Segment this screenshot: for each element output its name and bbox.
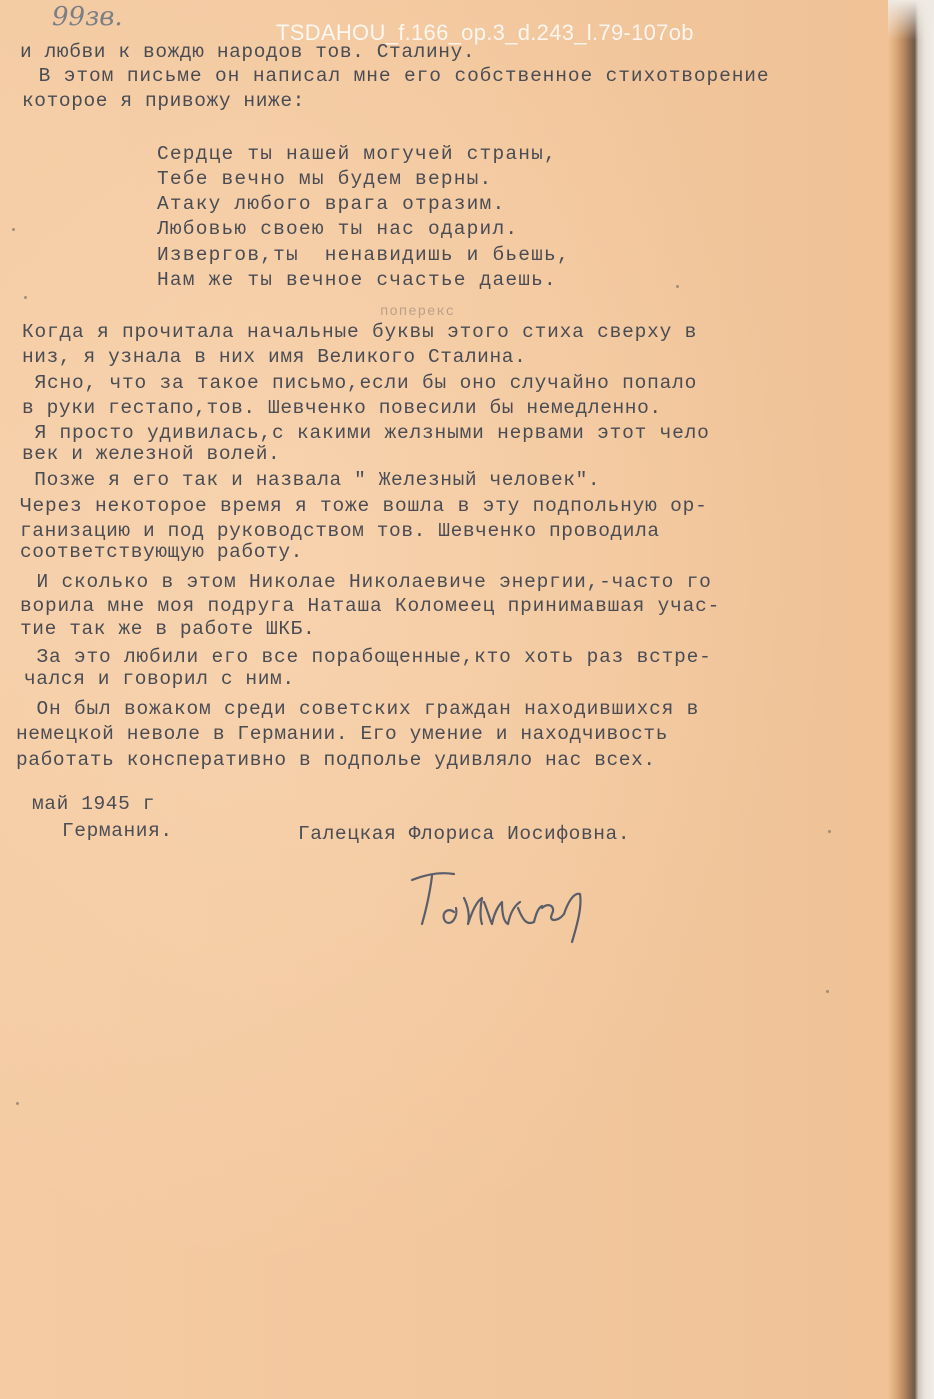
text-line: Ясно, что за такое письмо,если бы оно случайно попало — [22, 372, 698, 394]
text-line: И сколько в этом Николае Николаевиче энергии,-часто го — [24, 571, 712, 593]
paper-speck — [24, 296, 27, 299]
text-line: Через некоторое время я тоже вошла в эту подпольную ор- — [20, 495, 708, 517]
text-line: Я просто удивилась,с какими желзными нервами этот чело — [22, 422, 710, 444]
place-line: Германия. — [62, 820, 173, 842]
archive-reference: TSDAHOU_f.166_op.3_d.243_l.79-107ob — [276, 20, 694, 45]
text-line: Он был вожаком среди советских граждан находившихся в — [24, 698, 700, 720]
paper-speck — [826, 990, 829, 993]
text-line: За это любили его все порабощенные,кто хоть раз встре- — [24, 646, 712, 668]
folio-mark: 99зв. — [52, 2, 123, 32]
page-edge-shadow — [888, 0, 934, 1399]
text-line: век и железной волей. — [22, 443, 281, 465]
text-line: низ, я узнала в них имя Великого Сталина. — [22, 346, 527, 368]
poem-line: Извергов,ты ненавидишь и бьешь, — [157, 244, 570, 266]
text-line: чался и говорил с ним. — [24, 668, 295, 690]
text-line: ганизацию и под руководством тов. Шевченко проводила — [20, 520, 660, 542]
paper-speck — [12, 228, 15, 231]
text-line: соответствующую работу. — [20, 541, 303, 563]
poem-line: Сердце ты нашей могучей страны, — [157, 143, 557, 165]
handwritten-signature — [402, 862, 602, 952]
poem-line: Любовью своею ты нас одарил. — [157, 218, 519, 240]
text-line: в руки гестапо,тов. Шевченко повесили бы немедленно. — [22, 397, 662, 419]
text-line: которое я привожу ниже: — [22, 90, 305, 112]
text-line: ворила мне моя подруга Наташа Коломеец принимавшая учас- — [20, 595, 721, 617]
text-line: немецкой неволе в Германии. Его умение и находчивость — [16, 723, 669, 745]
text-line: В этом письме он написал мне его собственное стихотворение — [26, 65, 770, 87]
paper-speck — [16, 1102, 19, 1105]
faded-imprint: поперекс — [380, 304, 456, 320]
paper-speck — [676, 285, 679, 288]
date-line: май 1945 г — [32, 793, 156, 815]
text-line: Когда я прочитала начальные буквы этого стиха сверху в — [22, 321, 698, 343]
poem-line: Нам же ты вечное счастье даешь. — [157, 269, 557, 291]
text-line: Позже я его так и назвала " Железный человек". — [22, 469, 601, 491]
text-line: тие так же в работе ШКБ. — [20, 618, 316, 640]
paper-speck — [828, 830, 831, 833]
text-line: и любви к вождю народов тов. Сталину. — [20, 41, 476, 63]
page-corner — [888, 0, 934, 40]
poem-line: Атаку любого врага отразим. — [157, 193, 506, 215]
author-name: Галецкая Флориса Иосифовна. — [298, 823, 631, 845]
text-line: работать консперативно в подполье удивляло нас всех. — [16, 749, 656, 771]
poem-line: Тебе вечно мы будем верны. — [157, 168, 493, 190]
